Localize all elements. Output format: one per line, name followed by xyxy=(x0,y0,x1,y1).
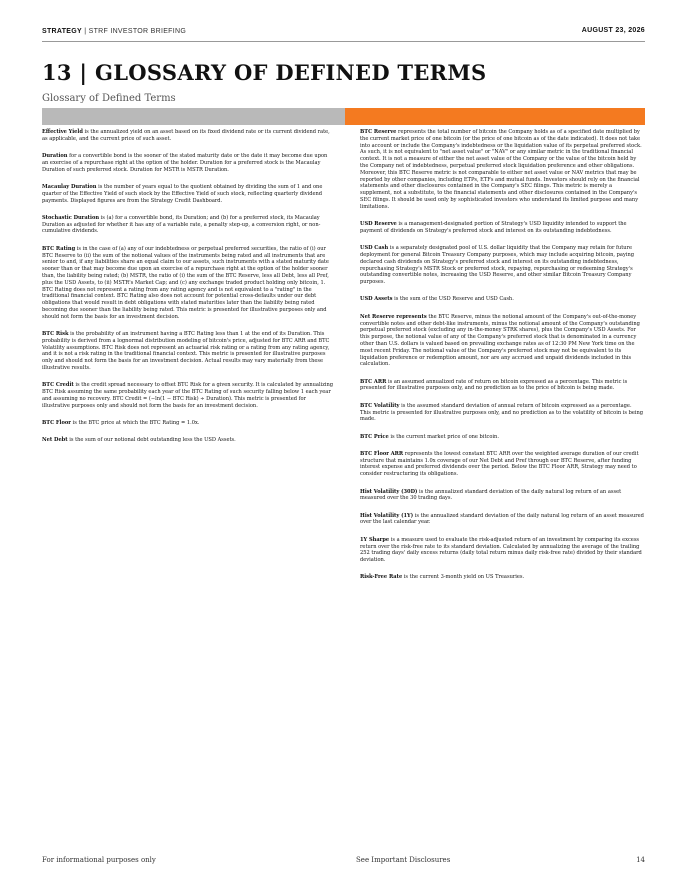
glossary-definition: is an assumed annualized rate of return on bitcoin expressed as a percentage. This metric is presented for illustrative purposes only, and no prediction as to the price of bitcoin is being made. xyxy=(360,378,628,392)
glossary-term: BTC Credit xyxy=(42,382,74,389)
glossary-definition: represents the total number of bitcoin the Company holds as of a specified date multiplied by the current market price of one bitcoin (or the price of one bitcoin as of the date indicated). It does not take into account or include the Company's indebtedness or the liquidation value of its perpetual preferred stock. As such, it is not equivalent to "net asset value" or "NAV" or any similar metric in the traditional financial context. It is not a measure of either the net asset value of the Company or the value of the bitcoin held by the Company net of indebtedness, perpetual preferred stock liquidation preference and other obligations. Moreover, this BTC Reserve metric is not comparable to either net asset value or NAV metrics that may be reported by other companies, including ETPs, ETFs and mutual funds. Investors should rely on the financial statements and other disclosures contained in the Company's SEC filings. This metric is merely a supplement, not a substitute, to the financial statements and other disclosures contained in the Company's SEC filings. It should be used only by sophisticated investors who understand its limited purpose and many limitations. xyxy=(360,129,642,210)
glossary-entry xyxy=(42,215,334,235)
glossary-definition: is a management-designated portion of Strategy's USD liquidity intended to support the payment of dividends on Strategy's preferred stock and interest on its outstanding indebtedness. xyxy=(360,221,627,234)
page-subtitle: Glossary of Defined Terms xyxy=(42,93,176,104)
glossary-definition: represents the lowest constant BTC ARR over the weighted average duration of our credit structure that maintains 1.0x coverage of our Net Debt and Pref through our BTC Reserve, after funding interest expense and preferred dividends over the period. Below the BTC Floor ARR, Strategy may need to consider restructuring its obligations. xyxy=(360,450,639,478)
glossary-entry xyxy=(42,331,334,372)
glossary-left-column xyxy=(42,129,334,455)
glossary-entry xyxy=(42,437,334,444)
page-title: 13 | GLOSSARY OF DEFINED TERMS xyxy=(42,60,487,85)
glossary-definition: is (a) for a convertible bond, its Duration; and (b) for a preferred stock, its Macaulay Duration as adjusted for whether it has any of a variable rate, a penalty step-up, a conversion right, or non-cumulative dividends. xyxy=(42,214,321,235)
glossary-term: BTC Rating xyxy=(42,245,76,252)
glossary-definition: is the sum of our notional debt outstanding less the USD Assets. xyxy=(67,437,236,444)
glossary-term: BTC Volatility xyxy=(360,402,400,409)
glossary-definition: is in the case of (a) any of our indebtedness or perpetual preferred securities, the ratio of (i) our BTC Reserve to (ii) the sum of the notional values of the instruments being rated and all instruments that are senior to and, if any liabilities share an equal claim to our assets, such instruments with a stated maturity date sooner than or that may become due upon an exercise of a repurchase right at the option of the holder sooner than, the liability being rated; (b) MSTR, the ratio of (i) the sum of the BTC Reserve, less all Debt, less all Pref, plus the USD Assets, to (ii) MSTR's Market Cap; and (c) any exchange traded product holding only bitcoin, 1. BTC Rating does not represent a rating from any rating agency and is not equivalent to a "rating" in the traditional financial context. BTC Rating also does not account for potential cross-defaults under our debt obligations that would result in debt obligations with stated maturities later than the liability being rated becoming due sooner than the liability being rated. This metric is presented for illustrative purposes only and should not form the basis for an investment decision. xyxy=(42,245,329,320)
glossary-entry xyxy=(360,379,644,393)
glossary-definition: is the current 3-month yield on US Treasuries. xyxy=(402,574,525,581)
glossary-entry xyxy=(360,296,644,303)
glossary-entry xyxy=(360,314,644,368)
glossary-term: USD Reserve xyxy=(360,221,397,228)
page-header xyxy=(42,27,645,35)
glossary-definition: is the current market price of one bitcoin. xyxy=(388,433,499,440)
header-date: AUGUST 23, 2026 xyxy=(581,27,645,34)
glossary-term: BTC Risk xyxy=(42,331,69,338)
glossary-definition: is the annualized standard deviation of the daily natural log return of an asset measured over the 30 trading days. xyxy=(360,488,622,502)
footer-disclosures-link[interactable]: See Important Disclosures xyxy=(356,856,451,864)
glossary-definition: for a convertible bond is the sooner of the stated maturity date or the date it may become due upon an exercise of a repurchase right at the option of the holder. Duration for a preferred stock is the Macaulay Duration of such preferred stock. Duration for MSTR is MSTR Duration. xyxy=(42,153,328,173)
glossary-right-column xyxy=(360,129,644,592)
glossary-definition: is a separately designated pool of U.S. dollar liquidity that the Company may retain for future deployment for general Bitcoin Treasury Company purposes, which may include acquiring bitcoin, paying declared cash dividends on Strategy's preferred stock and interest on its outstanding indebtedness, repurchasing Strategy's MSTR Stock or preferred stock, repaying, repurchasing or redeeming Strategy's outstanding convertible notes, increasing the USD Reserve, and other similar Bitcoin Treasury Company purposes. xyxy=(360,245,635,286)
glossary-entry xyxy=(360,221,644,235)
glossary-term: BTC Floor xyxy=(42,420,71,426)
glossary-term: BTC Price xyxy=(360,433,389,440)
glossary-term: BTC Reserve xyxy=(360,129,397,135)
glossary-entry xyxy=(360,403,644,423)
header-divider xyxy=(42,41,645,42)
glossary-term: Duration xyxy=(42,153,68,160)
header-separator: | xyxy=(82,28,89,35)
glossary-term: BTC Floor ARR xyxy=(360,450,404,457)
glossary-term: BTC ARR xyxy=(360,378,387,385)
glossary-definition: the BTC Reserve, minus the notional amount of the Company's out-of-the-money convertible notes and other debt-like instruments, minus the notional amount of the Company's outstanding perpetual preferred stock (excluding any in-the-money STRK shares), plus the Company's USD Assets. For this purpose, the notional value of any of the Company's preferred stock that is denominated in a currency other than U.S. dollars is valued based on prevailing exchange rates as of 12:30 PM New York time on the most recent Friday. The notional value of the Company's preferred stock may not be equivalent to its liquidation preference or redemption amount, nor are any accrued and unpaid dividends included in this calculation. xyxy=(360,313,640,368)
glossary-definition: is the annualized yield on an asset based on its fixed dividend rate or its current dividend rate, as applicable, and the current price of such asset. xyxy=(42,129,330,142)
glossary-term: 1Y Sharpe xyxy=(360,536,390,543)
glossary-term: Risk-Free Rate xyxy=(360,574,403,581)
glossary-definition: is the assumed standard deviation of annual return of bitcoin expressed as a percentage. This metric is presented for illustrative purposes only, and no prediction as to the volatility of bitcoin is being made. xyxy=(360,402,644,423)
glossary-entry xyxy=(360,537,644,564)
glossary-definition: is a measure used to evaluate the risk-adjusted return of an investment by comparing its excess return over the risk-free rate to its standard deviation. Calculated by annualizing the average of the trailing 252 trading days' daily excess returns (daily total return minus daily risk-free rate) divided by their standard deviation. xyxy=(360,536,642,564)
glossary-definition: is the credit spread necessary to offset BTC Risk for a given security. It is calculated by annualizing BTC Risk assuming the same probability each year of the BTC Rating of such security falling below 1 each year and assuming no recovery. BTC Credit = (−ln(1 − BTC Risk) ÷ Duration). This metric is presented for illustrative purposes only and should not form the basis for an investment decision. xyxy=(42,382,334,409)
glossary-term: Hist Volatility (30D) xyxy=(360,488,418,495)
glossary-entry xyxy=(360,129,644,211)
brand-name: STRATEGY xyxy=(42,28,82,35)
glossary-term: Effective Yield xyxy=(42,129,83,135)
glossary-entry xyxy=(42,382,334,409)
glossary-entry xyxy=(360,434,644,441)
glossary-entry xyxy=(42,184,334,204)
glossary-definition: is the probability of an instrument having a BTC Rating less than 1 at the end of its Duration. This probability is derived from a lognormal distribution modeling of bitcoin's price, adjusted for BTC ARR and BTC Volatility assumptions. BTC Risk does not represent an actuarial risk rating or a rating from any rating agency, and it is not a risk rating in the traditional financial context. This metric is presented for illustrative purposes only and should not form the basis for an investment decision. Actual results may vary materially from these illustrative results. xyxy=(42,331,330,372)
header-subtitle: STRF INVESTOR BRIEFING xyxy=(88,28,187,35)
glossary-term: Stochastic Duration xyxy=(42,214,100,221)
glossary-entry xyxy=(360,489,644,503)
glossary-term: Macaulay Duration xyxy=(42,183,97,190)
glossary-entry xyxy=(360,245,644,286)
glossary-definition: is the annualized standard deviation of the daily natural log return of an asset measured over the last calendar year. xyxy=(360,512,644,526)
footer-page-number: 14 xyxy=(636,856,645,864)
glossary-definition: is the number of years equal to the quotient obtained by dividing the sum of 1 and one quarter of the Effective Yield of such stock by the Effective Yield of such stock, reflecting quarterly dividend payments. Displayed figures are from the Strategy Credit Dashboard. xyxy=(42,183,323,204)
glossary-definition: is the BTC price at which the BTC Rating = 1.0x. xyxy=(70,420,200,426)
glossary-entry xyxy=(42,129,334,143)
section-bar-orange xyxy=(345,108,645,125)
glossary-entry xyxy=(42,420,334,427)
glossary-term: Hist Volatility (1Y) xyxy=(360,512,414,519)
glossary-term: USD Assets xyxy=(360,296,393,303)
glossary-entry xyxy=(360,574,644,581)
glossary-entry xyxy=(42,153,334,173)
glossary-term: Net Debt xyxy=(42,437,68,444)
glossary-entry xyxy=(42,246,334,321)
glossary-term: Net Reserve represents xyxy=(360,313,427,320)
glossary-entry xyxy=(360,513,644,527)
glossary-term: USD Cash xyxy=(360,245,389,252)
footer-informational-note: For informational purposes only xyxy=(42,856,156,864)
glossary-entry xyxy=(360,451,644,478)
section-bar-gray xyxy=(42,108,345,125)
glossary-definition: is the sum of the USD Reserve and USD Cash. xyxy=(392,296,514,303)
